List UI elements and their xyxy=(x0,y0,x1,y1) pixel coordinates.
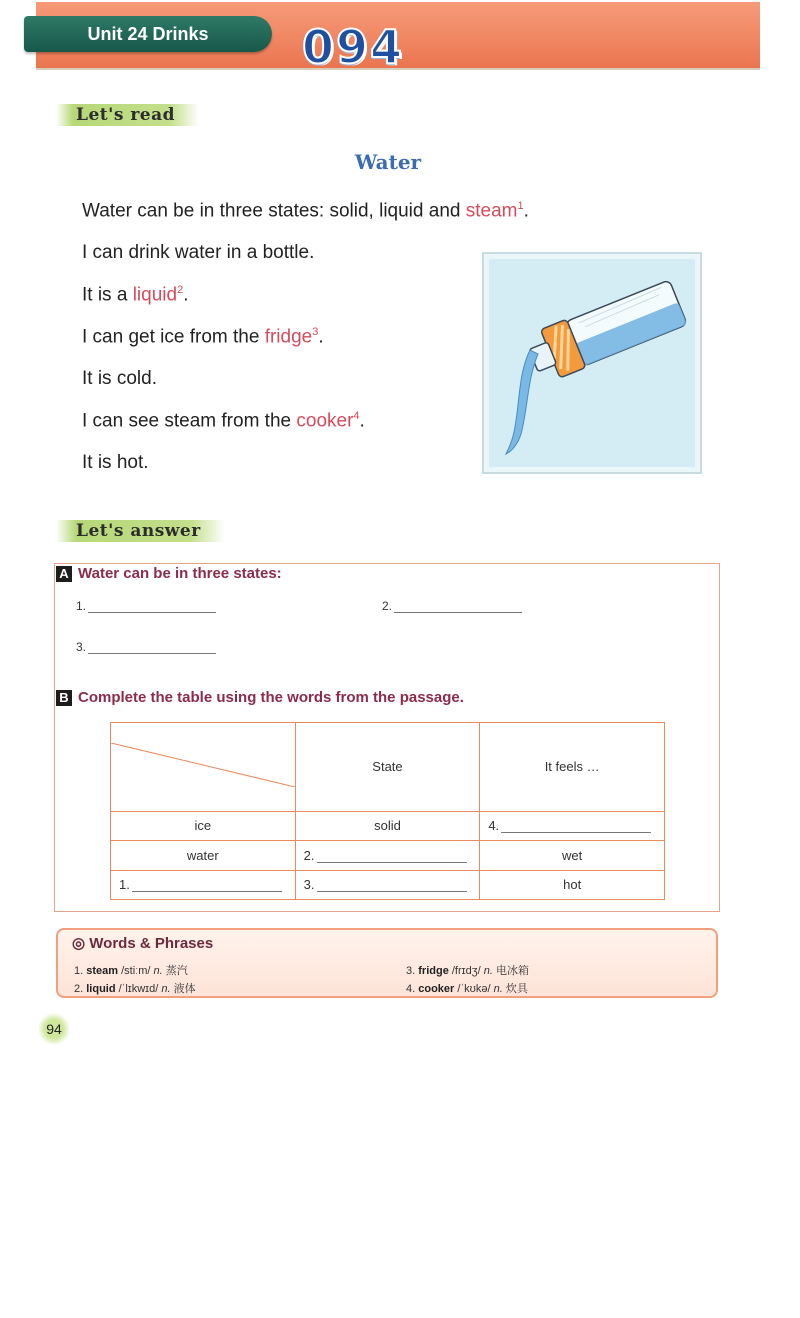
word-entry-steam: 1. steam /stiːm/ n. 蒸汽 xyxy=(74,965,188,977)
page-number: 94 xyxy=(38,1013,70,1045)
words-phrases-title: ◎ Words & Phrases xyxy=(72,935,214,952)
diagonal-line xyxy=(111,743,295,787)
table-blank-cell[interactable]: 1. xyxy=(111,870,296,900)
passage-title: Water xyxy=(354,150,422,174)
table-blank-cell[interactable]: 2. xyxy=(295,841,480,871)
question-a-prompt: Water can be in three states: xyxy=(78,565,282,582)
passage-line: It is hot. xyxy=(82,452,149,473)
table-cell: wet xyxy=(480,841,665,871)
water-bottle-icon xyxy=(484,254,700,472)
table-header-state: State xyxy=(295,723,480,812)
double-circle-icon: ◎ xyxy=(72,935,86,952)
passage-line: It is a liquid$^2$. xyxy=(82,284,189,306)
passage-line: I can get ice from the fridge$^3$. xyxy=(82,326,324,348)
passage-line: I can see steam from the cooker$^4$. xyxy=(82,410,365,432)
table-header-diagonal xyxy=(111,723,296,812)
table-header-row xyxy=(111,723,665,812)
question-b xyxy=(56,689,464,706)
states-table xyxy=(110,722,665,900)
lets-answer-heading: Let's answer xyxy=(56,520,225,542)
unit-label: Unit 24 Drinks xyxy=(87,23,209,44)
table-row xyxy=(111,841,665,871)
question-badge: B xyxy=(56,690,72,706)
table-blank-cell[interactable]: 4. xyxy=(480,811,665,841)
question-a xyxy=(56,565,282,582)
lets-read-heading: Let's read xyxy=(56,104,199,126)
answer-blank-1[interactable]: 1. xyxy=(76,599,216,613)
table-cell: ice xyxy=(111,811,296,841)
passage-line: Water can be in three states: solid, liquid and steam$^1$. xyxy=(82,200,529,222)
passage-line: It is cold. xyxy=(82,368,157,389)
table-header-feels: It feels … xyxy=(480,723,665,812)
word-entry-liquid: 2. liquid /ˈlɪkwɪd/ n. 液体 xyxy=(74,983,196,995)
lesson-number: 094 xyxy=(302,20,405,74)
answer-blank-3[interactable]: 3. xyxy=(76,640,216,654)
water-bottle-illustration xyxy=(482,252,702,474)
question-badge: A xyxy=(56,566,72,582)
table-blank-cell[interactable]: 3. xyxy=(295,870,480,900)
table-cell: water xyxy=(111,841,296,871)
table-cell: hot xyxy=(480,870,665,900)
word-entry-fridge: 3. fridge /frɪdʒ/ n. 电冰箱 xyxy=(406,965,530,977)
passage-line: I can drink water in a bottle. xyxy=(82,242,315,263)
unit-tab xyxy=(24,16,272,52)
table-row xyxy=(111,811,665,841)
table-row xyxy=(111,870,665,900)
answer-blank-2[interactable]: 2. xyxy=(382,599,522,613)
word-entry-cooker: 4. cooker /ˈkʊkə/ n. 炊具 xyxy=(406,983,528,995)
words-phrases-box xyxy=(56,928,718,998)
table-cell: solid xyxy=(295,811,480,841)
question-b-prompt: Complete the table using the words from the passage. xyxy=(78,689,464,706)
